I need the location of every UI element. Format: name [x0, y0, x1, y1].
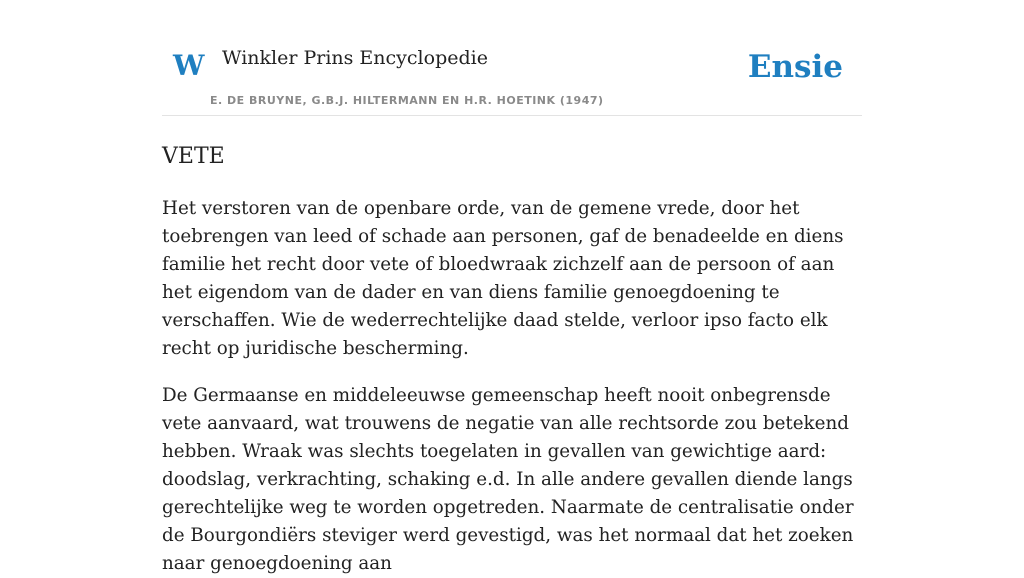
article-body: [162, 195, 862, 578]
ensie-logo[interactable]: Ensie: [747, 49, 843, 85]
source-title[interactable]: Winkler Prins Encyclopedie: [222, 47, 488, 69]
page: [162, 0, 862, 578]
header: [162, 0, 862, 116]
source-authors: E. DE BRUYNE, G.B.J. HILTERMANN EN H.R. HOETINK (1947): [210, 94, 604, 107]
article-paragraph: De Germaanse en middeleeuwse gemeenschap heeft nooit onbegrensde vete aanvaard, wat trouwens de negatie van alle rechtsorde zou betekend hebben. Wraak was slechts toegelaten in gevallen van gewichtige aard: doodslag, verkrachting, schaking e.d. In alle andere gevallen diende langs gerechtelijke weg te worden opgetreden. Naarmate de centralisatie onder de Bourgondiërs steviger werd gevestigd, was het normaal dat het zoeken naar genoegdoening aan: [162, 385, 854, 575]
article-paragraph: Het verstoren van de openbare orde, van de gemene vrede, door het toebrengen van leed of schade aan personen, gaf de benadeelde en diens familie het recht door vete of bloedwraak zichzelf aan de persoon of aan het eigendom van de dader en van diens familie genoegdoening te verschaffen. Wie de wederrechtelijke daad stelde, verloor ipso facto elk recht op juridische bescherming.: [162, 198, 844, 360]
entry-title: VETE: [162, 144, 225, 169]
winkler-prins-logo-icon[interactable]: W: [173, 49, 205, 82]
